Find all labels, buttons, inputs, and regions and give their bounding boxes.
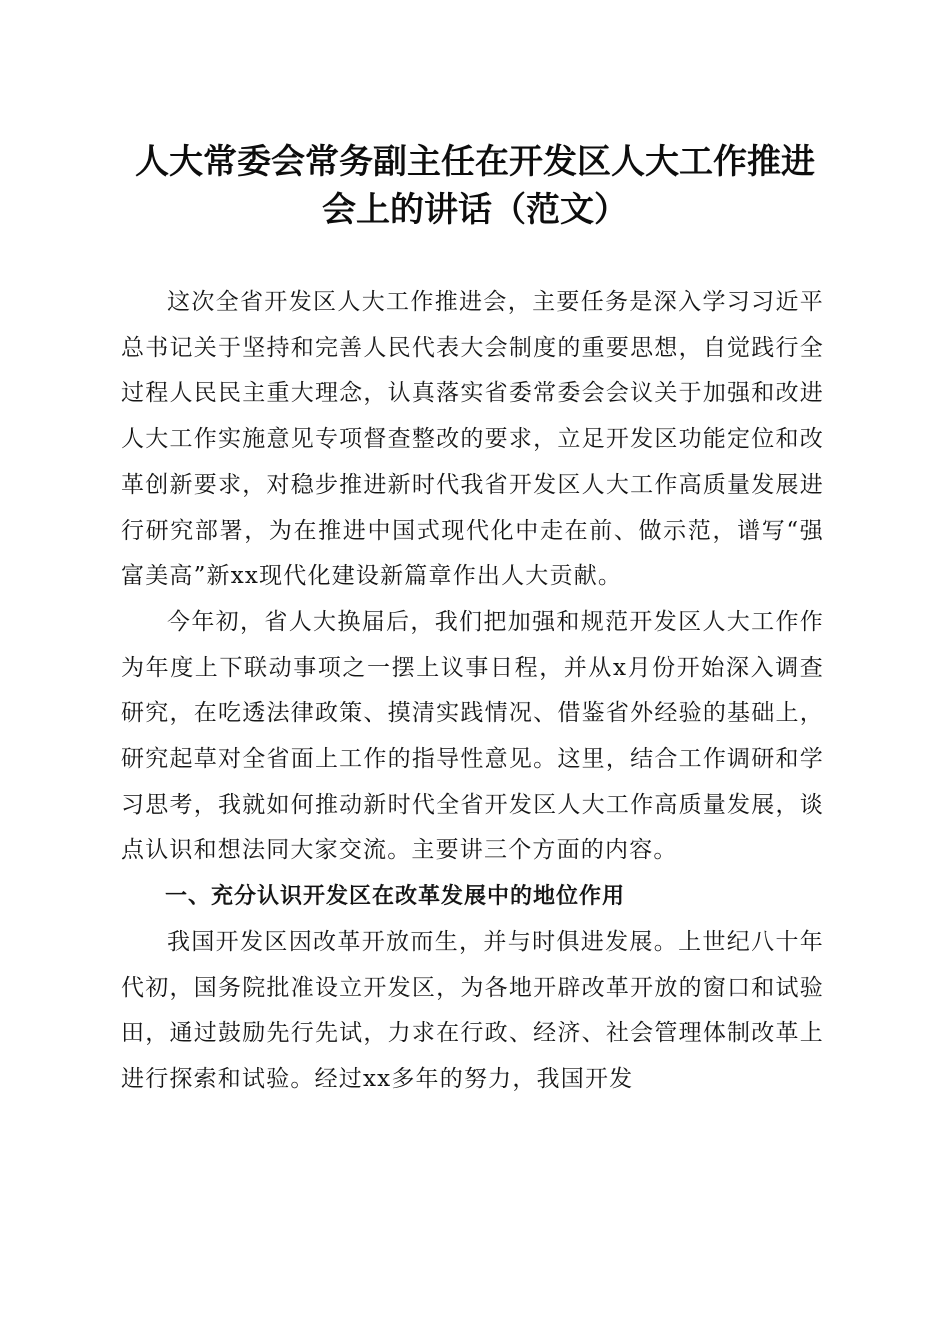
section-heading-1: 一、充分认识开发区在改革发展中的地位作用	[165, 884, 626, 910]
title-line-2: 会上的讲话（范文）	[322, 190, 628, 230]
title-line-1: 人大常委会常务副主任在开发区人大工作推进	[135, 142, 815, 182]
paragraph-background: 今年初，省人大换届后，我们把加强和规范开发区人大工作作为年度上下联动事项之一摆上议事日程，并从x月份开始深入调查研究，在吃透法律政策、摸清实践情况、借鉴省外经验的基础上，研究起草对全省面上工作的指导性意见。这里，结合工作调研和学习思考，我就如何推动新时代全省开发区人大工作高质量发展，谈点认识和想法同大家交流。主要讲三个方面的内容。	[121, 608, 824, 864]
document-body	[121, 280, 824, 1103]
paragraph-section-1: 我国开发区因改革开放而生，并与时俱进发展。上世纪八十年代初，国务院批准设立开发区，为各地开辟改革开放的窗口和试验田，通过鼓励先行先试，力求在行政、经济、社会管理体制改革上进行探索和试验。经过xx多年的努力，我国开发	[121, 928, 824, 1092]
paragraph-intro: 这次全省开发区人大工作推进会，主要任务是深入学习习近平总书记关于坚持和完善人民代表大会制度的重要思想，自觉践行全过程人民民主重大理念，认真落实省委常委会会议关于加强和改进人大工作实施意见专项督查整改的要求，立足开发区功能定位和改革创新要求，对稳步推进新时代我省开发区人大工作高质量发展进行研究部署，为在推进中国式现代化中走在前、做示范，谱写“强富美高”新xx现代化建设新篇章作出人大贡献。	[121, 289, 824, 590]
document-title	[110, 138, 840, 234]
